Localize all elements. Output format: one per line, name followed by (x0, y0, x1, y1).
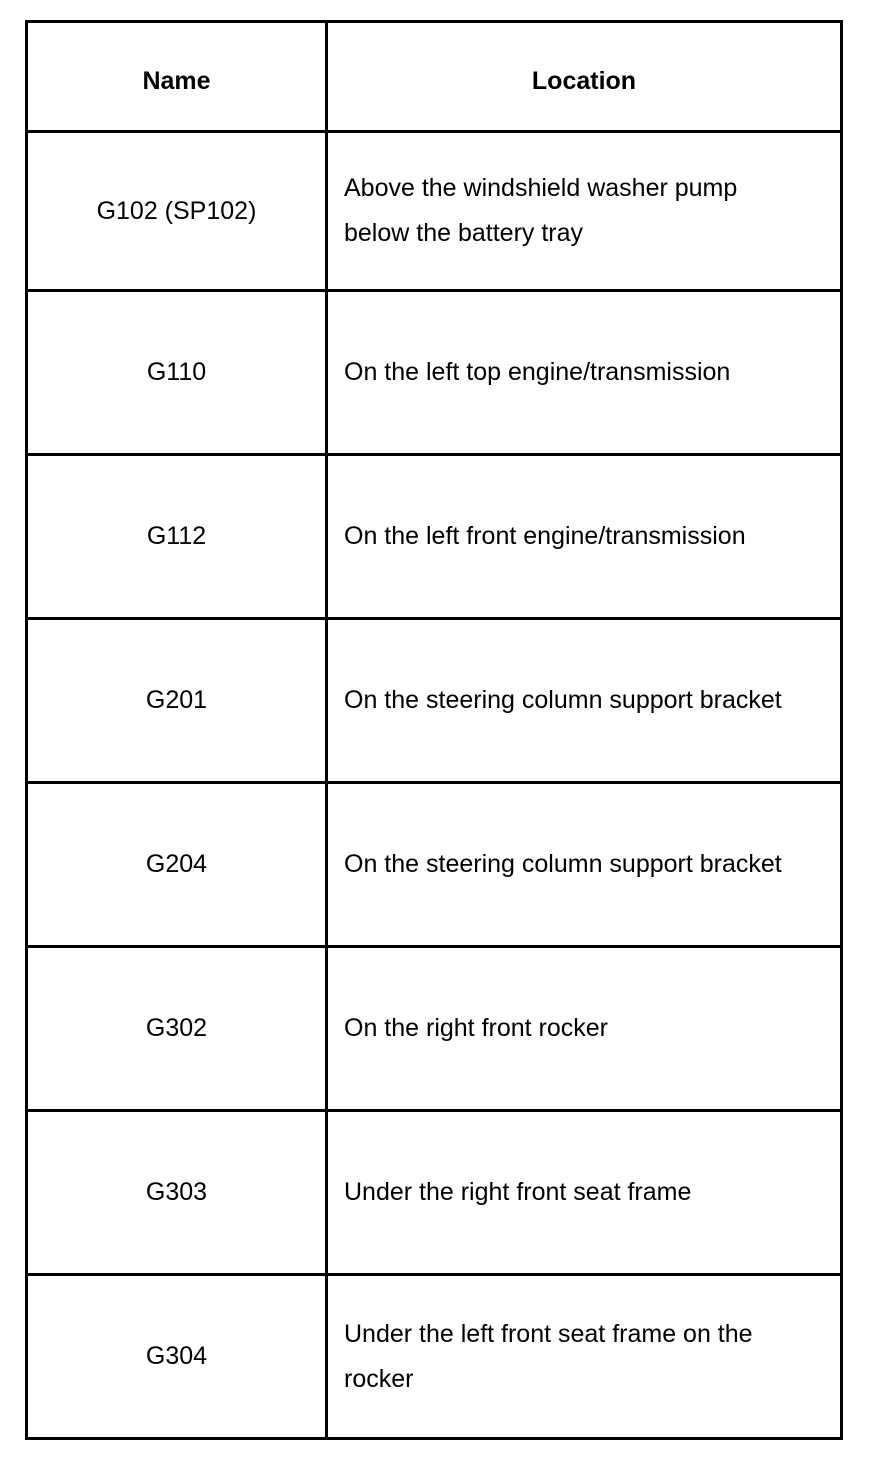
table-header (27, 22, 842, 132)
ground-name-cell: G201 (27, 619, 327, 783)
ground-location-cell: On the left front engine/transmission (327, 455, 842, 619)
table-row (27, 132, 842, 291)
ground-locations-table (25, 20, 843, 1440)
table-row (27, 455, 842, 619)
ground-location-cell: On the steering column support bracket (327, 783, 842, 947)
ground-name-cell: G204 (27, 783, 327, 947)
table-row (27, 619, 842, 783)
ground-location-cell: Under the right front seat frame (327, 1111, 842, 1275)
table-body (27, 132, 842, 1439)
ground-name-cell: G302 (27, 947, 327, 1111)
ground-name-cell: G304 (27, 1275, 327, 1439)
ground-location-cell: On the right front rocker (327, 947, 842, 1111)
table-row (27, 1275, 842, 1439)
table-row (27, 947, 842, 1111)
ground-location-cell: On the steering column support bracket (327, 619, 842, 783)
column-header-location: Location (327, 22, 842, 132)
ground-location-cell: Under the left front seat frame on the rocker (327, 1275, 842, 1439)
table-row (27, 291, 842, 455)
column-header-name: Name (27, 22, 327, 132)
table-row (27, 1111, 842, 1275)
ground-location-cell: Above the windshield washer pump below the battery tray (327, 132, 842, 291)
ground-location-cell: On the left top engine/transmission (327, 291, 842, 455)
header-row (27, 22, 842, 132)
ground-name-cell: G110 (27, 291, 327, 455)
ground-name-cell: G102 (SP102) (27, 132, 327, 291)
table-row (27, 783, 842, 947)
ground-name-cell: G112 (27, 455, 327, 619)
ground-name-cell: G303 (27, 1111, 327, 1275)
